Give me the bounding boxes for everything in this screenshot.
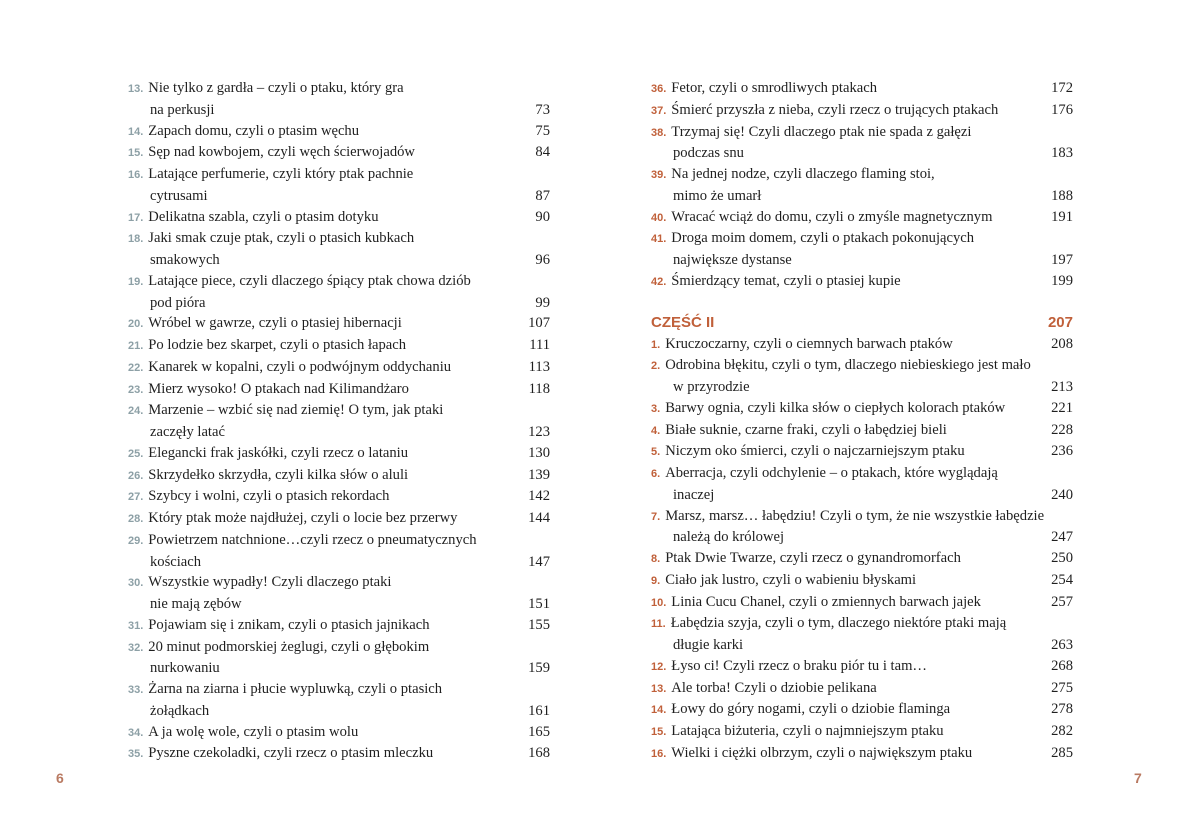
- toc-line: [651, 570, 1073, 592]
- chapter-title: Sęp nad kowbojem, czyli węch ścierwojadów: [148, 144, 415, 161]
- toc-line: [128, 572, 550, 594]
- chapter-title: Latająca biżuteria, czyli o najmniejszym ptaku: [671, 723, 944, 739]
- toc-entry: [128, 400, 550, 443]
- chapter-title: Marsz, marsz… łabędziu! Czyli o tym, że nie wszystkie łabędzie: [665, 507, 1045, 524]
- toc-entry: [128, 443, 550, 465]
- toc-entry: [128, 572, 550, 615]
- chapter-title: cytrusami: [150, 187, 208, 204]
- toc-entry: [128, 313, 550, 335]
- toc-entry: [128, 78, 550, 121]
- page-number: 278: [1051, 701, 1073, 718]
- toc-entry: [651, 122, 1073, 165]
- toc-line: [128, 313, 550, 335]
- chapter-title: na perkusji: [150, 101, 215, 118]
- chapter-number: 27.: [128, 491, 144, 504]
- chapter-number: 14.: [651, 704, 667, 717]
- chapter-title: Fetor, czyli o smrodliwych ptakach: [671, 80, 877, 96]
- toc-line: [651, 463, 1073, 485]
- page-number: 183: [1051, 145, 1073, 162]
- toc-entry: [651, 334, 1073, 356]
- chapter-title: inaczej: [673, 486, 715, 503]
- toc-entry: [651, 207, 1073, 229]
- chapter-number: 37.: [651, 104, 667, 117]
- toc-entry: [651, 463, 1073, 506]
- page-number: 254: [1051, 571, 1073, 588]
- chapter-number: 16.: [128, 169, 144, 181]
- right-page: [651, 78, 1073, 765]
- page-number: 191: [1051, 208, 1073, 225]
- chapter-number: 30.: [128, 577, 144, 590]
- chapter-number: 4.: [651, 424, 661, 437]
- toc-entry: [651, 398, 1073, 420]
- chapter-title: Droga moim domem, czyli o ptakach pokonujących: [671, 230, 975, 247]
- toc-line: [651, 271, 1073, 293]
- part-heading: [651, 313, 1073, 333]
- toc-line: [128, 508, 550, 530]
- chapter-number: 18.: [128, 233, 144, 246]
- toc-line: [128, 207, 550, 229]
- chapter-title: Śmierć przyszła z nieba, czyli rzecz o trujących ptakach: [671, 101, 999, 118]
- toc-line: [128, 637, 550, 659]
- toc-entry: [128, 530, 550, 573]
- toc-line: [651, 527, 1073, 548]
- chapter-number: 8.: [651, 553, 661, 565]
- chapter-number: 14.: [128, 125, 144, 138]
- page-number: 107: [528, 315, 550, 332]
- chapter-title: Pojawiam się i znikam, czyli o ptasich jajnikach: [148, 616, 430, 633]
- toc-entry: [651, 548, 1073, 570]
- chapter-title: Elegancki frak jaskółki, czyli rzecz o lataniu: [148, 444, 409, 461]
- toc-line: [651, 78, 1073, 100]
- chapter-title: Wróbel w gawrze, czyli o ptasiej hibernacji: [148, 315, 402, 332]
- chapter-title: nie mają zębów: [150, 596, 242, 612]
- page-number: 282: [1051, 723, 1073, 739]
- chapter-number: 36.: [651, 83, 667, 95]
- toc-line: [651, 548, 1073, 570]
- chapter-number: 40.: [651, 211, 667, 224]
- page-number: 147: [528, 553, 550, 570]
- toc-line: [651, 441, 1073, 463]
- page-number: 213: [1051, 379, 1073, 395]
- page-number: 144: [528, 510, 550, 526]
- chapter-title: Delikatna szabla, czyli o ptasim dotyku: [148, 208, 379, 225]
- toc-entry: [651, 420, 1073, 442]
- chapter-title: Który ptak może najdłużej, czyli o locie bez przerwy: [148, 510, 458, 526]
- chapter-title: Wielki i ciężki olbrzym, czyli o największym ptaku: [671, 744, 973, 761]
- page-number: 96: [535, 252, 550, 268]
- chapter-number: 33.: [128, 684, 144, 696]
- toc-entry: [128, 722, 550, 744]
- chapter-title: Ptak Dwie Twarze, czyli rzecz o gynandromorfach: [665, 550, 961, 566]
- chapter-number: 22.: [128, 361, 144, 374]
- toc-line: [128, 486, 550, 508]
- chapter-title: długie karki: [673, 637, 744, 653]
- page-number: 257: [1051, 593, 1073, 610]
- toc-line: [128, 293, 550, 314]
- toc-line: [651, 485, 1073, 506]
- page-number: 87: [535, 187, 550, 204]
- chapter-title: Łowy do góry nogami, czyli o dziobie flaminga: [671, 701, 951, 718]
- chapter-number: 21.: [128, 340, 144, 352]
- chapter-title: Powietrzem natchnione…czyli rzecz o pneumatycznych: [148, 531, 477, 548]
- chapter-title: Trzymaj się! Czyli dlaczego ptak nie spada z gałęzi: [671, 123, 972, 140]
- toc-line: [651, 355, 1073, 377]
- toc-line: [128, 465, 550, 487]
- toc-entry: [651, 613, 1073, 656]
- page-number: 208: [1051, 335, 1073, 352]
- page-number: 151: [528, 596, 550, 612]
- toc-entry: [651, 441, 1073, 463]
- toc-entry: [651, 699, 1073, 721]
- toc-line: [651, 743, 1073, 765]
- toc-line: [128, 400, 550, 422]
- chapter-number: 3.: [651, 402, 661, 415]
- part-page-number: 207: [1047, 313, 1073, 331]
- chapter-title: smakowych: [150, 252, 220, 268]
- chapter-number: 5.: [651, 446, 661, 459]
- toc-line: [651, 592, 1073, 614]
- toc-entry: [128, 379, 550, 401]
- page-number: 161: [528, 702, 550, 719]
- toc-entry: [651, 721, 1073, 743]
- toc-line: [651, 699, 1073, 721]
- toc-entry: [128, 615, 550, 637]
- chapter-title: Aberracja, czyli odchylenie – o ptakach, które wyglądają: [665, 465, 998, 481]
- toc-line: [651, 334, 1073, 356]
- chapter-title: Nie tylko z gardła – czyli o ptaku, który gra: [148, 80, 404, 96]
- page-number: 139: [528, 466, 550, 483]
- page-number: 130: [528, 444, 550, 461]
- page-number: 188: [1051, 187, 1073, 204]
- toc-line: [651, 186, 1073, 207]
- toc-line: [128, 658, 550, 679]
- toc-line: [128, 615, 550, 637]
- toc-entry: [651, 164, 1073, 207]
- chapter-title: Latające perfumerie, czyli który ptak pachnie: [148, 166, 414, 182]
- chapter-title: Skrzydełko skrzydła, czyli kilka słów o aluli: [148, 466, 409, 483]
- toc-line: [128, 422, 550, 443]
- toc-line: [128, 443, 550, 465]
- toc-line: [651, 635, 1073, 656]
- chapter-title: 20 minut podmorskiej żeglugi, czyli o głębokim: [148, 638, 430, 655]
- toc-line: [128, 78, 550, 100]
- chapter-title: w przyrodzie: [673, 379, 750, 395]
- toc-entry: [128, 637, 550, 680]
- page-number: 99: [535, 294, 550, 311]
- toc-entry: [651, 570, 1073, 592]
- chapter-title: Barwy ognia, czyli kilka słów o ciepłych kolorach ptaków: [665, 399, 1006, 416]
- page-number: 113: [528, 358, 550, 375]
- page-number: 73: [535, 101, 550, 118]
- chapter-number: 29.: [128, 534, 144, 547]
- toc-line: [651, 678, 1073, 700]
- chapter-title: Ale torba! Czyli o dziobie pelikana: [671, 679, 877, 696]
- toc-entry: [651, 506, 1073, 549]
- toc-line: [128, 594, 550, 615]
- chapter-number: 13.: [128, 83, 144, 95]
- chapter-title: Linia Cucu Chanel, czyli o zmiennych barwach jajek: [671, 593, 981, 610]
- toc-entry: [651, 592, 1073, 614]
- chapter-number: 39.: [651, 169, 667, 181]
- toc-entry: [651, 271, 1073, 293]
- toc-line: [651, 656, 1073, 678]
- page-number: 90: [535, 208, 550, 225]
- chapter-title: kościach: [150, 553, 202, 570]
- toc-line: [128, 271, 550, 293]
- page-number: 84: [535, 144, 550, 161]
- page-number: 118: [528, 380, 550, 397]
- toc-line: [651, 398, 1073, 420]
- page-number: 176: [1051, 101, 1073, 118]
- chapter-title: A ja wolę wole, czyli o ptasim wolu: [148, 723, 359, 740]
- page-number: 263: [1051, 637, 1073, 653]
- page-number: 159: [528, 660, 550, 677]
- chapter-title: Białe suknie, czarne fraki, czyli o łabędziej bieli: [665, 421, 947, 438]
- chapter-number: 23.: [128, 383, 144, 396]
- page-number: 285: [1051, 744, 1073, 761]
- chapter-number: 19.: [128, 275, 144, 288]
- chapter-title: zaczęły latać: [150, 424, 225, 440]
- toc-entry: [128, 228, 550, 271]
- chapter-number: 31.: [128, 619, 144, 632]
- chapter-number: 17.: [128, 211, 144, 224]
- page-number: 142: [528, 488, 550, 505]
- chapter-number: 28.: [128, 513, 144, 525]
- chapter-title: Odrobina błękitu, czyli o tym, dlaczego niebieskiego jest mało: [665, 357, 1031, 374]
- chapter-title: Szybcy i wolni, czyli o ptasich rekordach: [148, 488, 390, 505]
- toc-entry: [651, 656, 1073, 678]
- chapter-number: 16.: [651, 747, 667, 760]
- chapter-number: 38.: [651, 126, 667, 139]
- page-number: 268: [1051, 657, 1073, 674]
- left-page: [128, 78, 550, 765]
- chapter-number: 12.: [651, 660, 667, 673]
- chapter-number: 6.: [651, 468, 661, 480]
- toc-entry: [128, 271, 550, 314]
- toc-line: [128, 379, 550, 401]
- toc-entry: [128, 357, 550, 379]
- toc-entry: [128, 335, 550, 357]
- chapter-title: należą do królowej: [673, 529, 785, 546]
- toc-list-left: [128, 78, 550, 765]
- toc-entry: [128, 508, 550, 530]
- chapter-title: Łabędzia szyja, czyli o tym, dlaczego niektóre ptaki mają: [670, 615, 1007, 632]
- toc-line: [651, 207, 1073, 229]
- toc-line: [128, 250, 550, 271]
- toc-line: [128, 186, 550, 207]
- part-title: CZĘŚĆ II: [651, 313, 715, 331]
- toc-line: [651, 100, 1073, 122]
- chapter-title: Kanarek w kopalni, czyli o podwójnym oddychaniu: [148, 358, 452, 375]
- page-number: 240: [1051, 486, 1073, 503]
- page-number: 165: [528, 723, 550, 740]
- page-number: 75: [535, 122, 550, 139]
- toc-line: [651, 613, 1073, 635]
- page-number: 111: [529, 337, 550, 353]
- page-number: 172: [1051, 80, 1073, 96]
- chapter-title: Niczym oko śmierci, czyli o najczarniejszym ptaku: [665, 443, 965, 460]
- page-number: 123: [528, 424, 550, 440]
- chapter-number: 11.: [651, 618, 666, 631]
- chapter-number: 25.: [128, 447, 144, 460]
- toc-line: [651, 122, 1073, 144]
- toc-entry: [128, 486, 550, 508]
- toc-line: [651, 250, 1073, 271]
- chapter-title: Jaki smak czuje ptak, czyli o ptasich kubkach: [148, 230, 415, 247]
- page-number: 197: [1051, 252, 1073, 268]
- page-number: 236: [1051, 443, 1073, 460]
- chapter-number: 34.: [128, 726, 144, 739]
- toc-list-part-two: [651, 334, 1073, 765]
- toc-entry: [128, 142, 550, 164]
- page-number: 221: [1051, 399, 1073, 416]
- toc-entry: [128, 679, 550, 722]
- chapter-number: 42.: [651, 275, 667, 288]
- toc-line: [128, 722, 550, 744]
- chapter-title: Ciało jak lustro, czyli o wabieniu błyskami: [665, 571, 917, 588]
- chapter-title: Zapach domu, czyli o ptasim węchu: [148, 122, 360, 139]
- toc-line: [651, 164, 1073, 186]
- toc-line: [651, 143, 1073, 164]
- toc-line: [128, 701, 550, 722]
- chapter-title: żołądkach: [150, 702, 210, 719]
- toc-line: [651, 721, 1073, 743]
- toc-line: [128, 100, 550, 121]
- page-number: 155: [528, 616, 550, 633]
- page-number: 247: [1051, 529, 1073, 546]
- toc-entry: [128, 743, 550, 765]
- chapter-number: 15.: [651, 726, 667, 738]
- folio-left: 6: [56, 770, 64, 786]
- page-number: 275: [1051, 679, 1073, 696]
- chapter-title: pod pióra: [150, 294, 206, 311]
- toc-entry: [128, 121, 550, 143]
- toc-line: [128, 121, 550, 143]
- chapter-title: Po lodzie bez skarpet, czyli o ptasich łapach: [148, 337, 407, 353]
- chapter-number: 13.: [651, 682, 667, 695]
- toc-entry: [651, 743, 1073, 765]
- chapter-number: 10.: [651, 596, 667, 609]
- toc-entry: [651, 78, 1073, 100]
- toc-line: [651, 420, 1073, 442]
- folio-right: 7: [1134, 770, 1142, 786]
- chapter-number: 7.: [651, 510, 661, 523]
- page-number: 199: [1051, 272, 1073, 289]
- chapter-number: 26.: [128, 469, 144, 482]
- toc-line: [128, 743, 550, 765]
- toc-line: [128, 335, 550, 357]
- toc-line: [128, 552, 550, 573]
- chapter-number: 1.: [651, 338, 661, 351]
- chapter-title: nurkowaniu: [150, 660, 220, 677]
- toc-line: [651, 377, 1073, 398]
- chapter-number: 2.: [651, 360, 661, 373]
- toc-line: [651, 228, 1073, 250]
- toc-entry: [128, 465, 550, 487]
- page-number: 228: [1051, 421, 1073, 438]
- toc-line: [128, 357, 550, 379]
- toc-list-right: [651, 78, 1073, 293]
- chapter-title: Pyszne czekoladki, czyli rzecz o ptasim mleczku: [148, 745, 434, 762]
- toc-line: [128, 164, 550, 186]
- chapter-number: 20.: [128, 318, 144, 331]
- toc-entry: [651, 100, 1073, 122]
- page-number: 168: [528, 745, 550, 762]
- chapter-title: Śmierdzący temat, czyli o ptasiej kupie: [671, 272, 901, 289]
- chapter-number: 24.: [128, 405, 144, 418]
- chapter-title: Kruczoczarny, czyli o ciemnych barwach ptaków: [665, 335, 953, 352]
- chapter-title: Marzenie – wzbić się nad ziemię! O tym, jak ptaki: [148, 402, 444, 419]
- toc-line: [128, 530, 550, 552]
- toc-line: [651, 506, 1073, 528]
- chapter-title: Żarna na ziarna i płucie wypluwką, czyli o ptasich: [148, 681, 443, 697]
- chapter-number: 15.: [128, 147, 144, 160]
- toc-entry: [651, 678, 1073, 700]
- chapter-title: Mierz wysoko! O ptakach nad Kilimandżaro: [148, 380, 409, 397]
- toc-line: [128, 679, 550, 701]
- chapter-title: Wracać wciąż do domu, czyli o zmyśle magnetycznym: [671, 208, 993, 225]
- chapter-title: największe dystanse: [673, 252, 792, 268]
- toc-entry: [128, 207, 550, 229]
- chapter-title: Łyso ci! Czyli rzecz o braku piór tu i tam…: [671, 657, 928, 674]
- toc-line: [128, 228, 550, 250]
- page-number: 250: [1051, 550, 1073, 566]
- chapter-number: 32.: [128, 641, 144, 654]
- chapter-title: podczas snu: [673, 145, 744, 162]
- chapter-title: Na jednej nodze, czyli dlaczego flaming stoi,: [671, 166, 935, 182]
- toc-line: [128, 142, 550, 164]
- chapter-title: mimo że umarł: [673, 187, 762, 204]
- chapter-title: Wszystkie wypadły! Czyli dlaczego ptaki: [148, 574, 392, 591]
- chapter-number: 9.: [651, 574, 661, 587]
- chapter-number: 35.: [128, 748, 144, 761]
- chapter-number: 41.: [651, 233, 667, 246]
- toc-entry: [651, 228, 1073, 271]
- toc-entry: [128, 164, 550, 207]
- toc-entry: [651, 355, 1073, 398]
- chapter-title: Latające piece, czyli dlaczego śpiący ptak chowa dziób: [148, 272, 471, 289]
